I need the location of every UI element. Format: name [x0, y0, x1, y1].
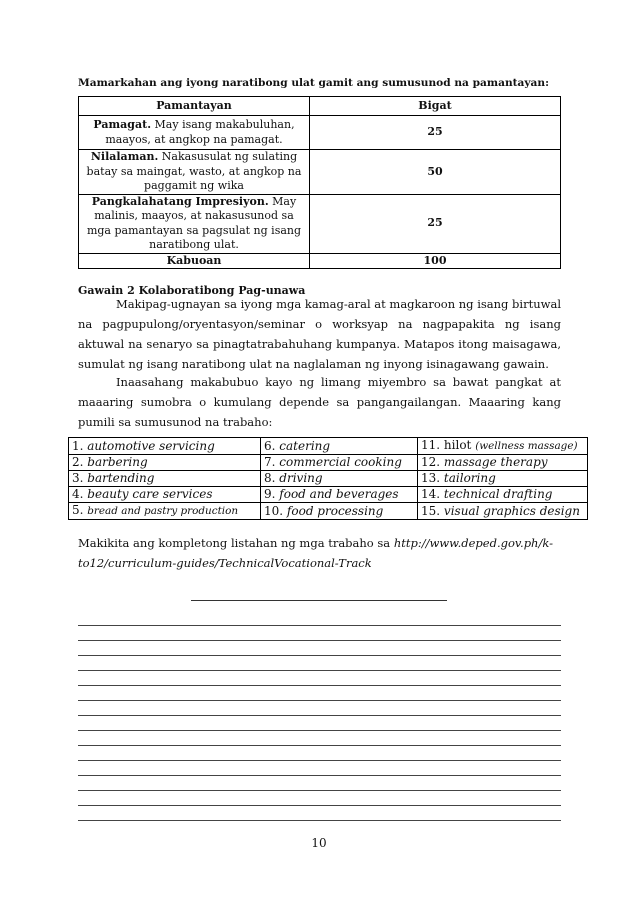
trade-item	[261, 487, 418, 503]
page-number: 10	[311, 836, 327, 850]
trade-name: tailoring	[443, 471, 496, 485]
trades-row	[69, 487, 588, 503]
trade-name: automotive servicing	[87, 438, 215, 453]
trade-name: driving	[279, 471, 323, 485]
rubric-row	[79, 150, 561, 195]
rubric-criterion	[79, 150, 310, 195]
trade-name: hilot	[443, 438, 472, 452]
resource-link[interactable]: http://www.deped.gov.ph/k-to12/curriculum-guides/TechnicalVocational-Track	[78, 536, 553, 570]
rubric-header-criteria: Pamantayan	[79, 97, 310, 116]
trade-name: beauty care services	[87, 487, 213, 501]
writing-line	[78, 760, 561, 761]
trade-item	[69, 438, 261, 455]
rubric-criterion	[79, 116, 310, 150]
resource-note	[78, 533, 568, 573]
trade-item	[261, 471, 418, 487]
section-heading: Gawain 2 Kolaboratibong Pag-unawa	[78, 284, 306, 297]
report-title-line	[191, 600, 447, 601]
trade-item	[418, 503, 588, 520]
writing-line	[78, 700, 561, 701]
trade-num: 13.	[421, 471, 441, 485]
trade-num: 6.	[264, 438, 276, 453]
writing-line	[78, 640, 561, 641]
criterion-label: Nilalaman.	[90, 150, 159, 163]
trade-item	[69, 503, 261, 520]
trades-row	[69, 503, 588, 520]
rubric-instruction: Mamarkahan ang iyong naratibong ulat gamit ang sumusunod na pamantayan:	[78, 77, 550, 89]
rubric-header-weight: Bigat	[310, 97, 561, 116]
rubric-weight: 50	[310, 150, 561, 195]
trade-num: 12.	[421, 455, 441, 469]
trade-item	[261, 438, 418, 455]
writing-line	[78, 715, 561, 716]
rubric-total-row	[79, 253, 561, 269]
trade-num: 11.	[421, 438, 441, 452]
trade-name: technical drafting	[443, 487, 553, 501]
writing-line	[78, 790, 561, 791]
trade-num: 15.	[421, 503, 441, 518]
trade-num: 9.	[264, 487, 276, 501]
rubric-row	[79, 116, 561, 150]
trade-num: 14.	[421, 487, 441, 501]
writing-line	[78, 655, 561, 656]
trades-row	[69, 455, 588, 471]
trade-name: bread and pastry production	[87, 505, 239, 517]
writing-line	[78, 775, 561, 776]
trade-item	[69, 487, 261, 503]
rubric-total-value: 100	[310, 253, 561, 269]
rubric-header-row	[79, 97, 561, 116]
trade-name: food and beverages	[279, 487, 399, 501]
note-text: Makikita ang kompletong listahan ng mga trabaho sa	[78, 536, 391, 550]
trade-name: bartending	[87, 471, 155, 485]
trade-name: massage therapy	[443, 455, 548, 469]
rubric-weight: 25	[310, 116, 561, 150]
writing-line	[78, 685, 561, 686]
rubric-weight: 25	[310, 194, 561, 253]
trade-item	[69, 455, 261, 471]
trade-name: barbering	[87, 455, 148, 469]
trade-num: 8.	[264, 471, 276, 485]
rubric-table	[78, 96, 561, 269]
writing-line	[78, 745, 561, 746]
rubric-row	[79, 194, 561, 253]
trade-item	[418, 438, 588, 455]
trade-item	[418, 471, 588, 487]
trade-num: 5.	[72, 503, 84, 517]
trade-item	[69, 471, 261, 487]
rubric-criterion	[79, 194, 310, 253]
criterion-desc: May isang makabuluhan, maayos, at angkop na pamagat.	[105, 118, 295, 146]
writing-line	[78, 670, 561, 671]
writing-line	[78, 625, 561, 626]
trades-row	[69, 471, 588, 487]
trade-item	[418, 487, 588, 503]
criterion-label: Pamagat.	[93, 118, 152, 131]
trade-item	[261, 455, 418, 471]
trade-name: visual graphics design	[443, 503, 580, 518]
trade-num: 3.	[72, 471, 84, 485]
writing-line	[78, 820, 561, 821]
writing-line	[78, 730, 561, 731]
trade-item	[418, 455, 588, 471]
activity-paragraph-1: Makipag-ugnayan sa iyong mga kamag-aral at magkaroon ng isang birtuwal na pagpupulong/oryentasyon/seminar o worksyap na nagpapakita ng isang aktuwal na senaryo sa pinagtatrabahuhang kumpanya. Matapos itong maisagawa, sumulat ng isang naratibong ulat na naglalaman ng inyong isinagawang gawain.	[78, 297, 561, 371]
trade-extra: (wellness massage)	[475, 440, 578, 452]
trade-name: food processing	[286, 503, 384, 518]
trade-name: commercial cooking	[279, 455, 402, 469]
trade-num: 10.	[264, 503, 284, 518]
trade-num: 4.	[72, 487, 84, 501]
trade-item	[261, 503, 418, 520]
rubric-total-label: Kabuoan	[79, 253, 310, 269]
writing-line	[78, 805, 561, 806]
criterion-label: Pangkalahatang Impresiyon.	[91, 194, 269, 208]
trade-name: catering	[279, 438, 331, 453]
trade-num: 7.	[264, 455, 276, 469]
trades-table	[68, 437, 588, 520]
trade-num: 1.	[72, 438, 84, 453]
activity-paragraph-2: Inaasahang makabubuo kayo ng limang miyembro sa bawat pangkat at maaaring sumobra o kumulang depende sa pangangailangan. Maaaring kang pumili sa sumusunod na trabaho:	[78, 375, 561, 429]
trade-num: 2.	[72, 455, 84, 469]
criterion-desc: Nakasusulat ng sulating batay sa maingat, wasto, at angkop na paggamit ng wika	[86, 150, 302, 192]
criterion-desc: May malinis, maayos, at nakasusunod sa mga pamantayan sa pagsulat ng isang naratibong ulat.	[86, 194, 302, 251]
trades-row	[69, 438, 588, 455]
